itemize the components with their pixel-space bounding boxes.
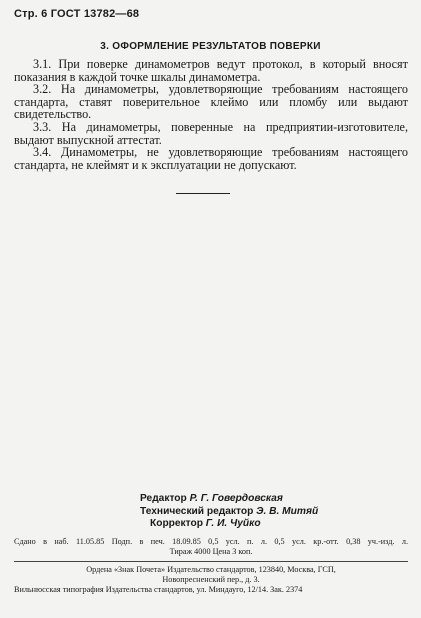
editor-role: Редактор — [140, 493, 187, 504]
paragraph-3-3: 3.3. На динамометры, поверенные на предприятии-изготовителе, выдают выпускной аттестат. — [14, 119, 408, 147]
paragraph-3-4: 3.4. Динамометры, не удовлетворяющие требованиям настоящего стандарта, не клеймят и к эксплуатации не допускают. — [14, 145, 408, 172]
corrector-line — [140, 518, 318, 531]
tech-editor-line — [140, 506, 318, 519]
paragraph-3-2: 3.2. На динамометры, удовлетворяющие требованиям настоящего стандарта, ставят поверительное клеймо или пломбу или выдают свидетельство. — [14, 82, 408, 122]
section-title: 3. ОФОРМЛЕНИЕ РЕЗУЛЬТАТОВ ПОВЕРКИ — [100, 41, 321, 52]
imprint-divider — [14, 561, 408, 562]
imprint-circulation: Тираж 4000 Цена 3 коп. — [169, 547, 253, 556]
imprint-publisher-address: Новопресненский пер., д. 3. — [162, 575, 260, 584]
imprint-publisher: Ордена «Знак Почета» Издательство стандартов, 123840, Москва, ГСП, — [86, 565, 336, 574]
editor-name: Р. Г. Говердовская — [189, 493, 283, 504]
corrector-name: Г. И. Чуйко — [205, 518, 261, 529]
imprint-block — [14, 537, 408, 595]
end-of-text-rule — [176, 193, 230, 194]
imprint-printing-house: Вильнюсская типография Издательства стандартов, ул. Миндауго, 12/14. Зак. 2374 — [14, 585, 303, 594]
page-header: Стр. 6 ГОСТ 13782—68 — [14, 8, 140, 20]
imprint-print-data: Сдано в наб. 11.05.85 Подп. в печ. 18.09.85 0,5 усл. п. л. 0,5 усл. кр.-отт. 0,38 уч.-изд. л. — [14, 537, 408, 546]
paragraph-3-1: 3.1. При поверке динамометров ведут протокол, в который вносят показания в каждой точке шкалы динамометра. — [14, 57, 408, 84]
corrector-role: Корректор — [150, 518, 203, 529]
editors-block — [140, 493, 318, 531]
tech-editor-name: Э. В. Митяй — [256, 505, 319, 517]
section-body — [14, 58, 408, 171]
editor-line — [140, 493, 318, 506]
tech-editor-role: Технический редактор — [140, 505, 254, 517]
